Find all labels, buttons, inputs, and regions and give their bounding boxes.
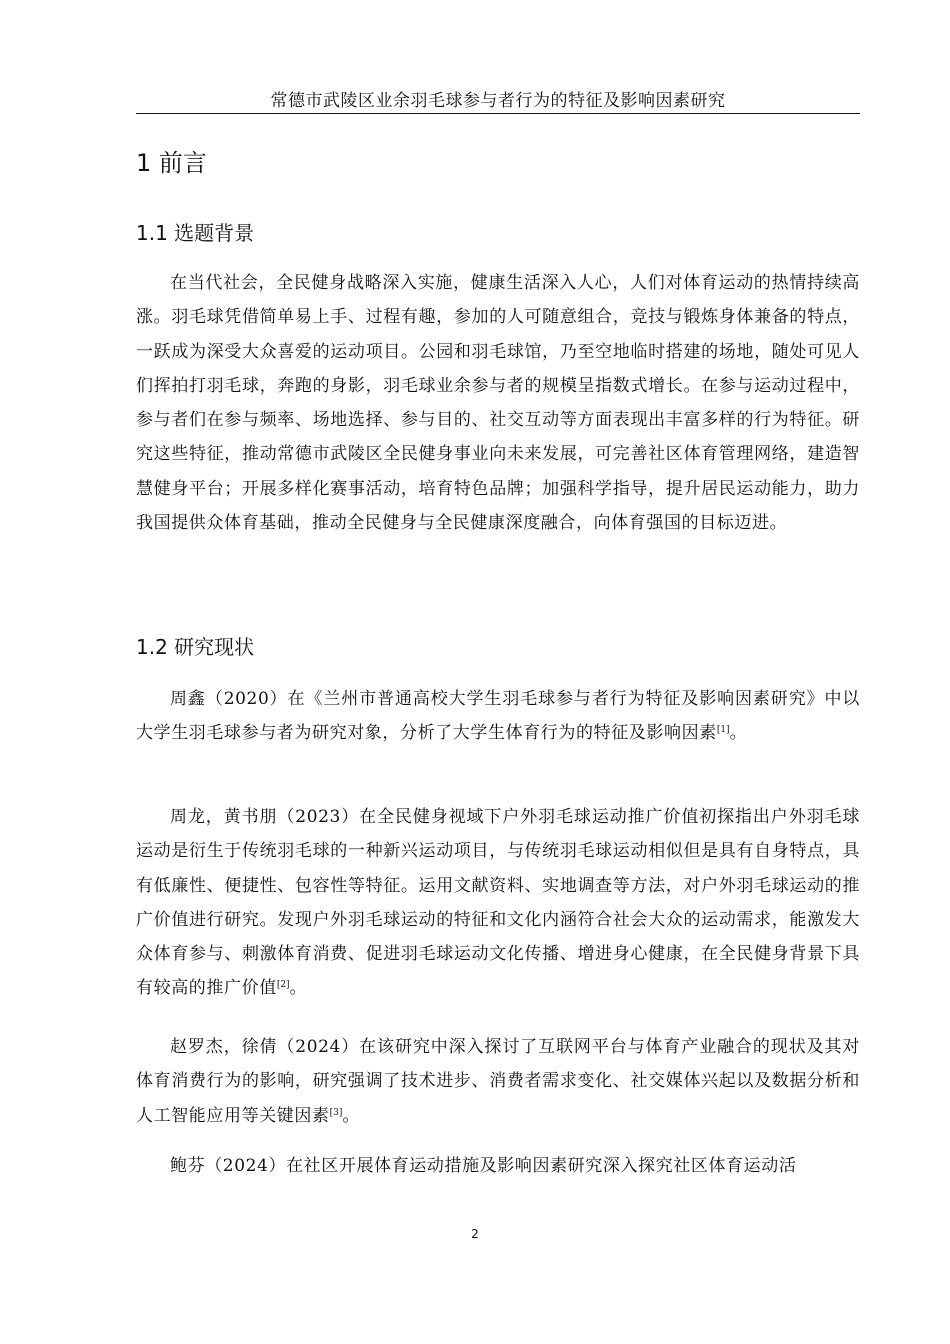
paragraph-zhao-luojie — [136, 1030, 860, 1133]
paragraph-end: 。 — [342, 1105, 360, 1126]
paragraph-zhou-xin — [136, 682, 860, 751]
paragraph-text: 鲍芬（2024）在社区开展体育运动措施及影响因素研究深入探究社区体育运动活 — [170, 1156, 797, 1176]
paragraph-end: 。 — [289, 978, 308, 999]
paragraph-text: 周鑫（2020）在《兰州市普通高校大学生羽毛球参与者行为特征及影响因素研究》中以大学生羽毛球参与者为研究对象，分析了大学生体育行为的特征及影响因素 — [136, 689, 860, 744]
chapter-heading: 1 前言 — [136, 149, 207, 177]
citation-marker: [3] — [329, 1107, 343, 1118]
paragraph-text: 周龙，黄书朋（2023）在全民健身视域下户外羽毛球运动推广价值初探指出户外羽毛球运动是衍生于传统羽毛球的一种新兴运动项目，与传统羽毛球运动相似但是具有自身特点，具有低廉性、便捷性、包容性等特征。运用文献资料、实地调查等方法，对户外羽毛球运动的推广价值进行研究。发现户外羽毛球运动的特征和文化内涵符合社会大众的运动需求，能激发大众体育参与、刺激体育消费、促进羽毛球运动文化传播、增进身心健康，在全民健身背景下具有较高的推广价值 — [136, 807, 860, 999]
page-number: 2 — [471, 1227, 479, 1241]
citation-marker: [1] — [716, 725, 730, 736]
paragraph-end: 。 — [729, 723, 748, 744]
paragraph-bao-fen — [136, 1149, 860, 1183]
section-heading-research-status: 1.2 研究现状 — [136, 635, 255, 659]
section-heading-background: 1.1 选题背景 — [136, 221, 255, 245]
citation-marker: [2] — [276, 980, 290, 991]
running-header: 常德市武陵区业余羽毛球参与者行为的特征及影响因素研究 — [270, 91, 726, 111]
header-divider — [136, 113, 860, 114]
paragraph-text: 赵罗杰，徐倩（2024）在该研究中深入探讨了互联网平台与体育产业融合的现状及其对体育消费行为的影响，研究强调了技术进步、消费者需求变化、社交媒体兴起以及数据分析和人工智能应用等关键因素 — [136, 1037, 860, 1126]
paragraph-background: 在当代社会，全民健身战略深入实施，健康生活深入人心，人们对体育运动的热情持续高涨。羽毛球凭借简单易上手、过程有趣，参加的人可随意组合，竞技与锻炼身体兼备的特点，一跃成为深受大众喜爱的运动项目。公园和羽毛球馆，乃至空地临时搭建的场地，随处可见人们挥拍打羽毛球，奔跑的身影，羽毛球业余参与者的规模呈指数式增长。在参与运动过程中，参与者们在参与频率、场地选择、参与目的、社交互动等方面表现出丰富多样的行为特征。研究这些特征，推动常德市武陵区全民健身事业向未来发展，可完善社区体育管理网络，建造智慧健身平台；开展多样化赛事活动，培育特色品牌；加强科学指导，提升居民运动能力，助力我国提供众体育基础，推动全民健身与全民健康深度融合，向体育强国的目标迈进。 — [136, 273, 860, 534]
paragraph-zhou-long — [136, 800, 860, 1006]
